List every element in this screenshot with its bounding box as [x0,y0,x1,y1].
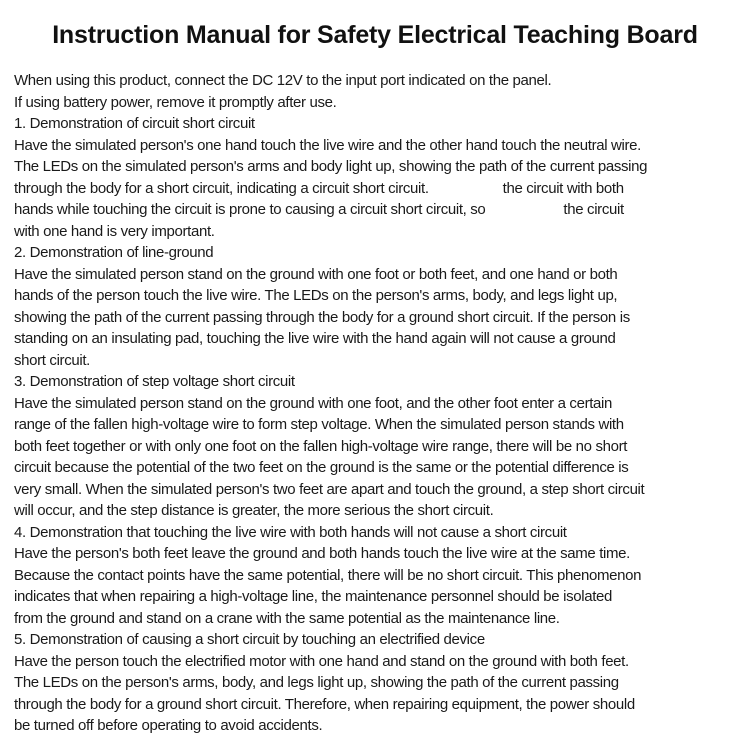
paragraph-line: showing the path of the current passing through the body for a ground short circuit. If the person is [14,308,630,326]
paragraph-line: The LEDs on the simulated person's arms and body light up, showing the path of the current passing [14,158,648,175]
paragraph-line: short circuit. [14,351,90,369]
text-fragment: the circuit [563,201,624,218]
paragraph-line: Have the simulated person stand on the ground with one foot, and the other foot enter a certain [14,394,612,412]
text-fragment: through the body for a short circuit, indicating a circuit short circuit. [14,179,429,197]
paragraph-line: will occur, and the step distance is greater, the more serious the short circuit. [14,502,494,519]
paragraph-line: Have the person touch the electrified motor with one hand and stand on the ground with both feet. [14,652,629,670]
paragraph-line: very small. When the simulated person's two feet are apart and touch the ground, a step short circuit [14,480,645,498]
paragraph-line [14,178,738,200]
paragraph-line: from the ground and stand on a crane with the same potential as the maintenance line. [14,609,560,627]
text-fragment: the circuit with both [502,179,624,197]
text-fragment: hands while touching the circuit is prone to causing a circuit short circuit, so [14,201,486,218]
section-heading: 3. Demonstration of step voltage short circuit [14,373,295,390]
paragraph-line: Have the simulated person's one hand touch the live wire and the other hand touch the neutral wire. [14,136,641,154]
paragraph-line: indicates that when repairing a high-voltage line, the maintenance personnel should be isolated [14,588,613,605]
intro-line: When using this product, connect the DC 12V to the input port indicated on the panel. [14,72,552,89]
section-heading: 2. Demonstration of line-ground [14,244,214,261]
paragraph-line: Have the person's both feet leave the ground and both hands touch the live wire at the same time. [14,545,630,562]
section-heading: 1. Demonstration of circuit short circuit [14,115,255,132]
paragraph-line [14,199,738,221]
paragraph-line: standing on an insulating pad, touching the live wire with the hand again will not cause a ground [14,330,616,347]
paragraph-line: be turned off before operating to avoid accidents. [14,717,323,734]
intro-line: If using battery power, remove it promptly after use. [14,93,337,111]
manual-body [14,70,738,737]
paragraph-line: through the body for a ground short circuit. Therefore, when repairing equipment, the power should [14,695,635,713]
paragraph-line: range of the fallen high-voltage wire to form step voltage. When the simulated person stands with [14,416,624,433]
paragraph-line: circuit because the potential of the two feet on the ground is the same or the potential difference is [14,459,629,476]
paragraph-line: Have the simulated person stand on the ground with one foot or both feet, and one hand or both [14,265,618,283]
section-heading: 5. Demonstration of causing a short circuit by touching an electrified device [14,631,485,648]
paragraph-line: The LEDs on the person's arms, body, and legs light up, showing the path of the current passing [14,674,619,691]
paragraph-line: hands of the person touch the live wire. The LEDs on the person's arms, body, and legs light up, [14,287,618,304]
paragraph-line: with one hand is very important. [14,222,215,240]
paragraph-line: both feet together or with only one foot on the fallen high-voltage wire range, there will be no short [14,437,628,455]
paragraph-line: Because the contact points have the same potential, there will be no short circuit. This phenomenon [14,566,642,584]
page-title: Instruction Manual for Safety Electrical Teaching Board [52,21,698,49]
section-heading: 4. Demonstration that touching the live wire with both hands will not cause a short circuit [14,523,567,541]
